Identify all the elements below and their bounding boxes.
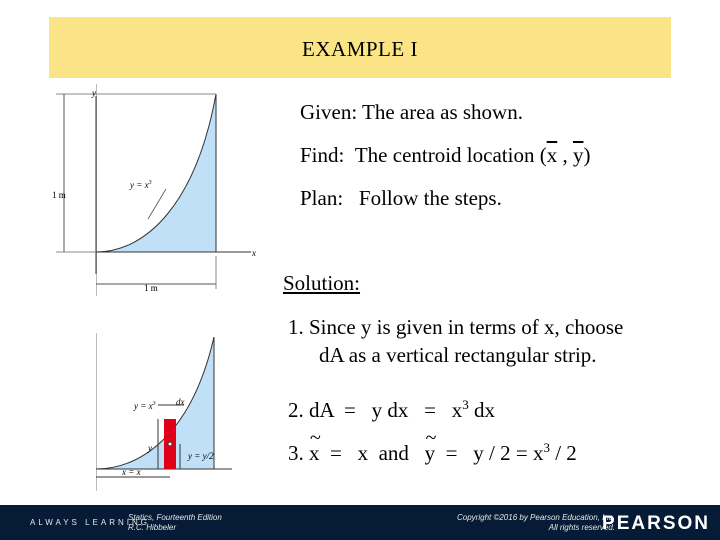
given-line xyxy=(300,100,523,125)
plan-line xyxy=(300,186,502,211)
given-text: The area as shown. xyxy=(362,100,523,124)
find-line xyxy=(300,143,590,168)
given-label: Given: xyxy=(300,100,358,124)
step3-ytilde: ~ y xyxy=(425,441,436,466)
solution-heading: Solution: xyxy=(283,271,361,295)
fig2-ytilde-label: y = y/2 xyxy=(188,451,214,461)
step1-line2: dA as a vertical rectangular strip. xyxy=(319,343,597,367)
fig2-frame xyxy=(96,333,97,491)
find-ybar: $\overline{y}$ xyxy=(572,143,584,167)
step2-line xyxy=(288,398,495,423)
svg-text:y = x3 xyxy=(133,401,156,411)
figure-strip xyxy=(92,333,242,493)
step3-mid: = x and xyxy=(319,441,425,465)
copyright xyxy=(457,513,615,533)
fig1-shaded-area xyxy=(96,94,216,252)
find-label: Find: xyxy=(300,143,345,167)
book-info xyxy=(128,513,222,533)
step2-exp: 3 xyxy=(462,397,469,412)
step3-rhs: = y / 2 = x xyxy=(435,441,544,465)
find-text: The centroid location ( xyxy=(354,143,547,167)
fig1-height-label: 1 m xyxy=(52,190,66,200)
fig2-dx-label: dx xyxy=(176,397,185,407)
copyright-line1: Copyright ©2016 by Pearson Education, Inc. xyxy=(457,513,615,522)
plan-label: Plan: xyxy=(300,186,344,210)
fig2-curve-exp: 3 xyxy=(152,401,156,407)
always-learning: ALWAYS LEARNING xyxy=(30,518,150,527)
fig1-leader xyxy=(148,189,166,219)
step3-exp: 3 xyxy=(543,440,550,455)
step3-line xyxy=(288,441,577,466)
fig2-curve-label: y = x xyxy=(134,401,153,411)
fig1-y-label: y xyxy=(92,88,96,98)
copyright-line2: All rights reserved. xyxy=(548,523,615,532)
step3-num: 3. xyxy=(288,441,309,465)
fig2-centroid xyxy=(168,442,172,446)
fig2-y-label: y xyxy=(148,443,152,453)
fig1-x-label: x xyxy=(252,248,256,258)
fig1-width-label: 1 m xyxy=(144,283,158,293)
find-sep: , xyxy=(557,143,573,167)
book-author: R.C. Hibbeler xyxy=(128,523,177,532)
footer-bar xyxy=(0,505,720,540)
step1-line1: 1. Since y is given in terms of x, choose xyxy=(288,315,624,339)
fig1-curve-exp: 3 xyxy=(148,180,152,186)
step3-xtilde: ~ x xyxy=(309,441,320,466)
fig1-curve-label: y = x xyxy=(130,180,149,190)
step2-dx: dx xyxy=(468,398,495,422)
step2-text: 2. dA = y dx = x xyxy=(288,398,463,422)
figure-area xyxy=(46,84,266,299)
svg-text:y = x3 xyxy=(129,180,152,190)
plan-text: Follow the steps. xyxy=(358,186,502,210)
find-xbar: $\overline{x}$ xyxy=(546,143,558,167)
pearson-logo: PEARSON xyxy=(602,513,710,534)
step3-end: / 2 xyxy=(549,441,577,465)
find-close: ) xyxy=(583,143,591,167)
fig2-xtilde-label: x = x xyxy=(122,467,141,477)
book-title: Statics, Fourteenth Edition xyxy=(128,513,222,522)
title-bar xyxy=(49,17,671,78)
slide-title: EXAMPLE I xyxy=(302,37,418,61)
